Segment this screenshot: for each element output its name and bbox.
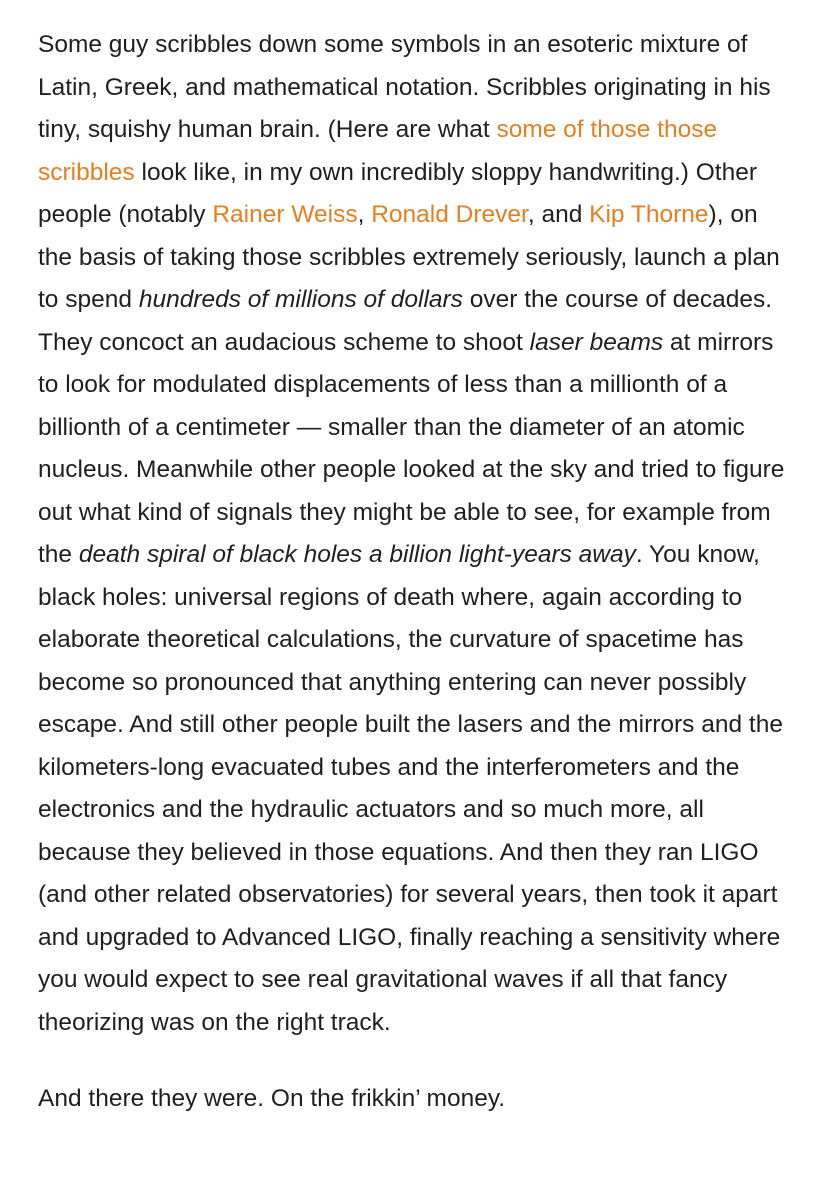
text-run: . You know, black holes: universal regions of death where, again according to elaborate theoretical calculations, the curvature of spacetime has become so pronounced that anything entering can never possibly escape. And still other people built the lasers and the mirrors and the kilometers-long evacuated tubes and the interferometers and the electronics and the hydraulic actuators and so much more, all because they believed in those equations. And then they ran LIGO (and other related observatories) for several years, then took it apart and upgraded to Advanced LIGO, finally reaching a sensitivity where you would expect to see real gravitational waves if all that fancy theorizing was on the right track. (38, 541, 783, 1036)
emphasis-hundreds-of-millions: hundreds of millions of dollars (138, 286, 463, 313)
text-run: , and (527, 201, 590, 228)
text-run: Some guy scribbles down some symbols in an esoteric mixture of Latin, Greek, and mathematical notation. Scribbles originating in his tiny, squishy human brain. (Here are what (38, 31, 771, 143)
text-run: , (357, 201, 372, 228)
article-body (38, 24, 798, 1121)
paragraph-ligo-story (38, 24, 798, 1044)
link-ronald-drever[interactable]: Ronald Drever (371, 201, 528, 228)
text-run: ), on the basis of taking those scribbles extremely seriously, launch a plan to spend (38, 201, 780, 313)
text-run: at mirrors to look for modulated displacements of less than a millionth of a billionth of a centimeter — smaller than the diameter of an atomic nucleus. Meanwhile other people looked at the sky and tried to figure out what kind of signals they might be able to see, for example from the (38, 328, 785, 568)
link-scribbles[interactable]: some of those those scribbles (38, 116, 718, 186)
text-run: look like, in my own incredibly sloppy handwriting.) Other people (notably (38, 158, 757, 228)
link-kip-thorne[interactable]: Kip Thorne (589, 201, 709, 228)
link-rainer-weiss[interactable]: Rainer Weiss (212, 201, 358, 228)
text-run: over the course of decades. They concoct an audacious scheme to shoot (38, 286, 773, 356)
paragraph-conclusion: And there they were. On the frikkin’ money. (38, 1085, 506, 1112)
emphasis-death-spiral: death spiral of black holes a billion light-years away (78, 541, 636, 568)
emphasis-laser-beams: laser beams (529, 328, 664, 356)
